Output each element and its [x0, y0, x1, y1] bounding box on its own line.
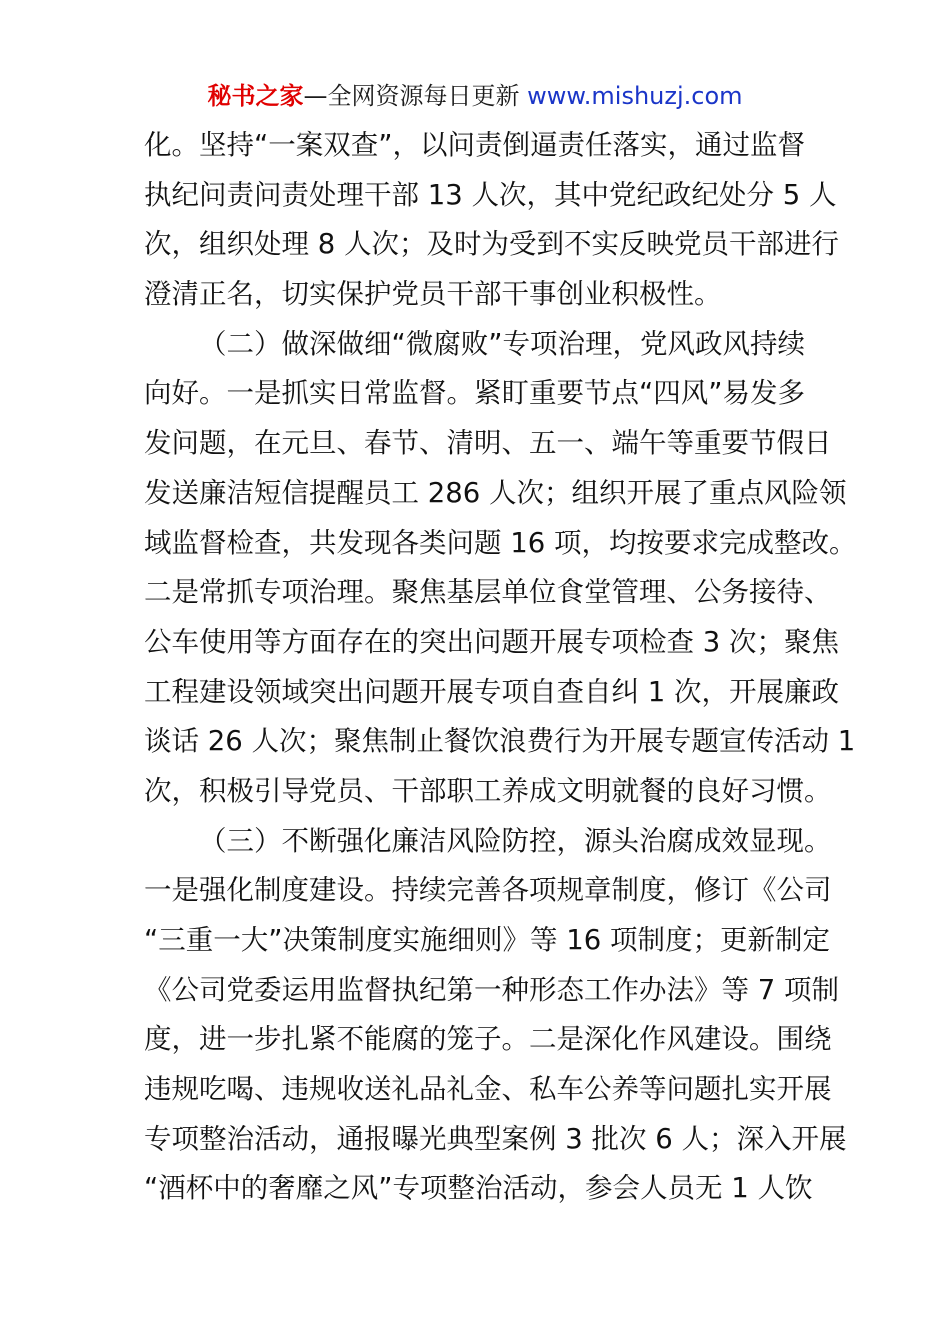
site-url: www.mishuzj.com: [527, 82, 743, 110]
body-line: 澄清正名，切实保护党员干部干事创业积极性。: [144, 278, 722, 311]
document-body: [144, 121, 857, 1214]
body-line: 工程建设领域突出问题开展专项自查自纠 1 次，开展廉政: [144, 675, 839, 708]
body-line: “三重一大”决策制度实施细则》等 16 项制度；更新制定: [144, 924, 830, 956]
body-line: 违规吃喝、违规收送礼品礼金、私车公养等问题扎实开展: [144, 1073, 832, 1106]
watermark-header: [0, 78, 950, 114]
body-line: 公车使用等方面存在的突出问题开展专项检查 3 次；聚焦: [144, 625, 839, 658]
section-heading-2: （二）做深做细“微腐败”专项治理，党风政风持续: [199, 327, 805, 360]
body-line: 域监督检查，共发现各类问题 16 项，均按要求完成整改。: [144, 526, 857, 559]
site-name: 秘书之家: [207, 82, 304, 110]
body-line: 次，组织处理 8 人次；及时为受到不实反映党员干部进行: [144, 228, 839, 261]
body-line: 谈话 26 人次；聚焦制止餐饮浪费行为开展专题宣传活动 1: [144, 725, 856, 758]
body-line: 向好。一是抓实日常监督。紧盯重要节点“四风”易发多: [144, 377, 805, 410]
body-line: 专项整治活动，通报曝光典型案例 3 批次 6 人；深入开展: [144, 1122, 847, 1155]
body-line: 《公司党委运用监督执纪第一种形态工作办法》等 7 项制: [144, 973, 839, 1006]
body-line: 发问题，在元旦、春节、清明、五一、端午等重要节假日: [144, 427, 832, 460]
section-heading-3: （三）不断强化廉洁风险防控，源头治腐成效显现。: [199, 824, 832, 857]
body-line: 次，积极引导党员、干部职工养成文明就餐的良好习惯。: [144, 774, 832, 807]
body-line: 发送廉洁短信提醒员工 286 人次；组织开展了重点风险领: [144, 476, 847, 509]
body-line: 化。坚持“一案双查”，以问责倒逼责任落实，通过监督: [144, 129, 805, 161]
body-line: 一是强化制度建设。持续完善各项规章制度，修订《公司: [144, 874, 832, 907]
body-line: 执纪问责问责处理干部 13 人次，其中党纪政纪处分 5 人: [144, 178, 837, 211]
site-tagline: —全网资源每日更新: [303, 82, 520, 110]
body-line: 度，进一步扎紧不能腐的笼子。二是深化作风建设。围绕: [144, 1023, 832, 1056]
body-line: 二是常抓专项治理。聚焦基层单位食堂管理、公务接待、: [144, 576, 832, 609]
body-line: “酒杯中的奢靡之风”专项整治活动，参会人员无 1 人饮: [144, 1172, 813, 1205]
